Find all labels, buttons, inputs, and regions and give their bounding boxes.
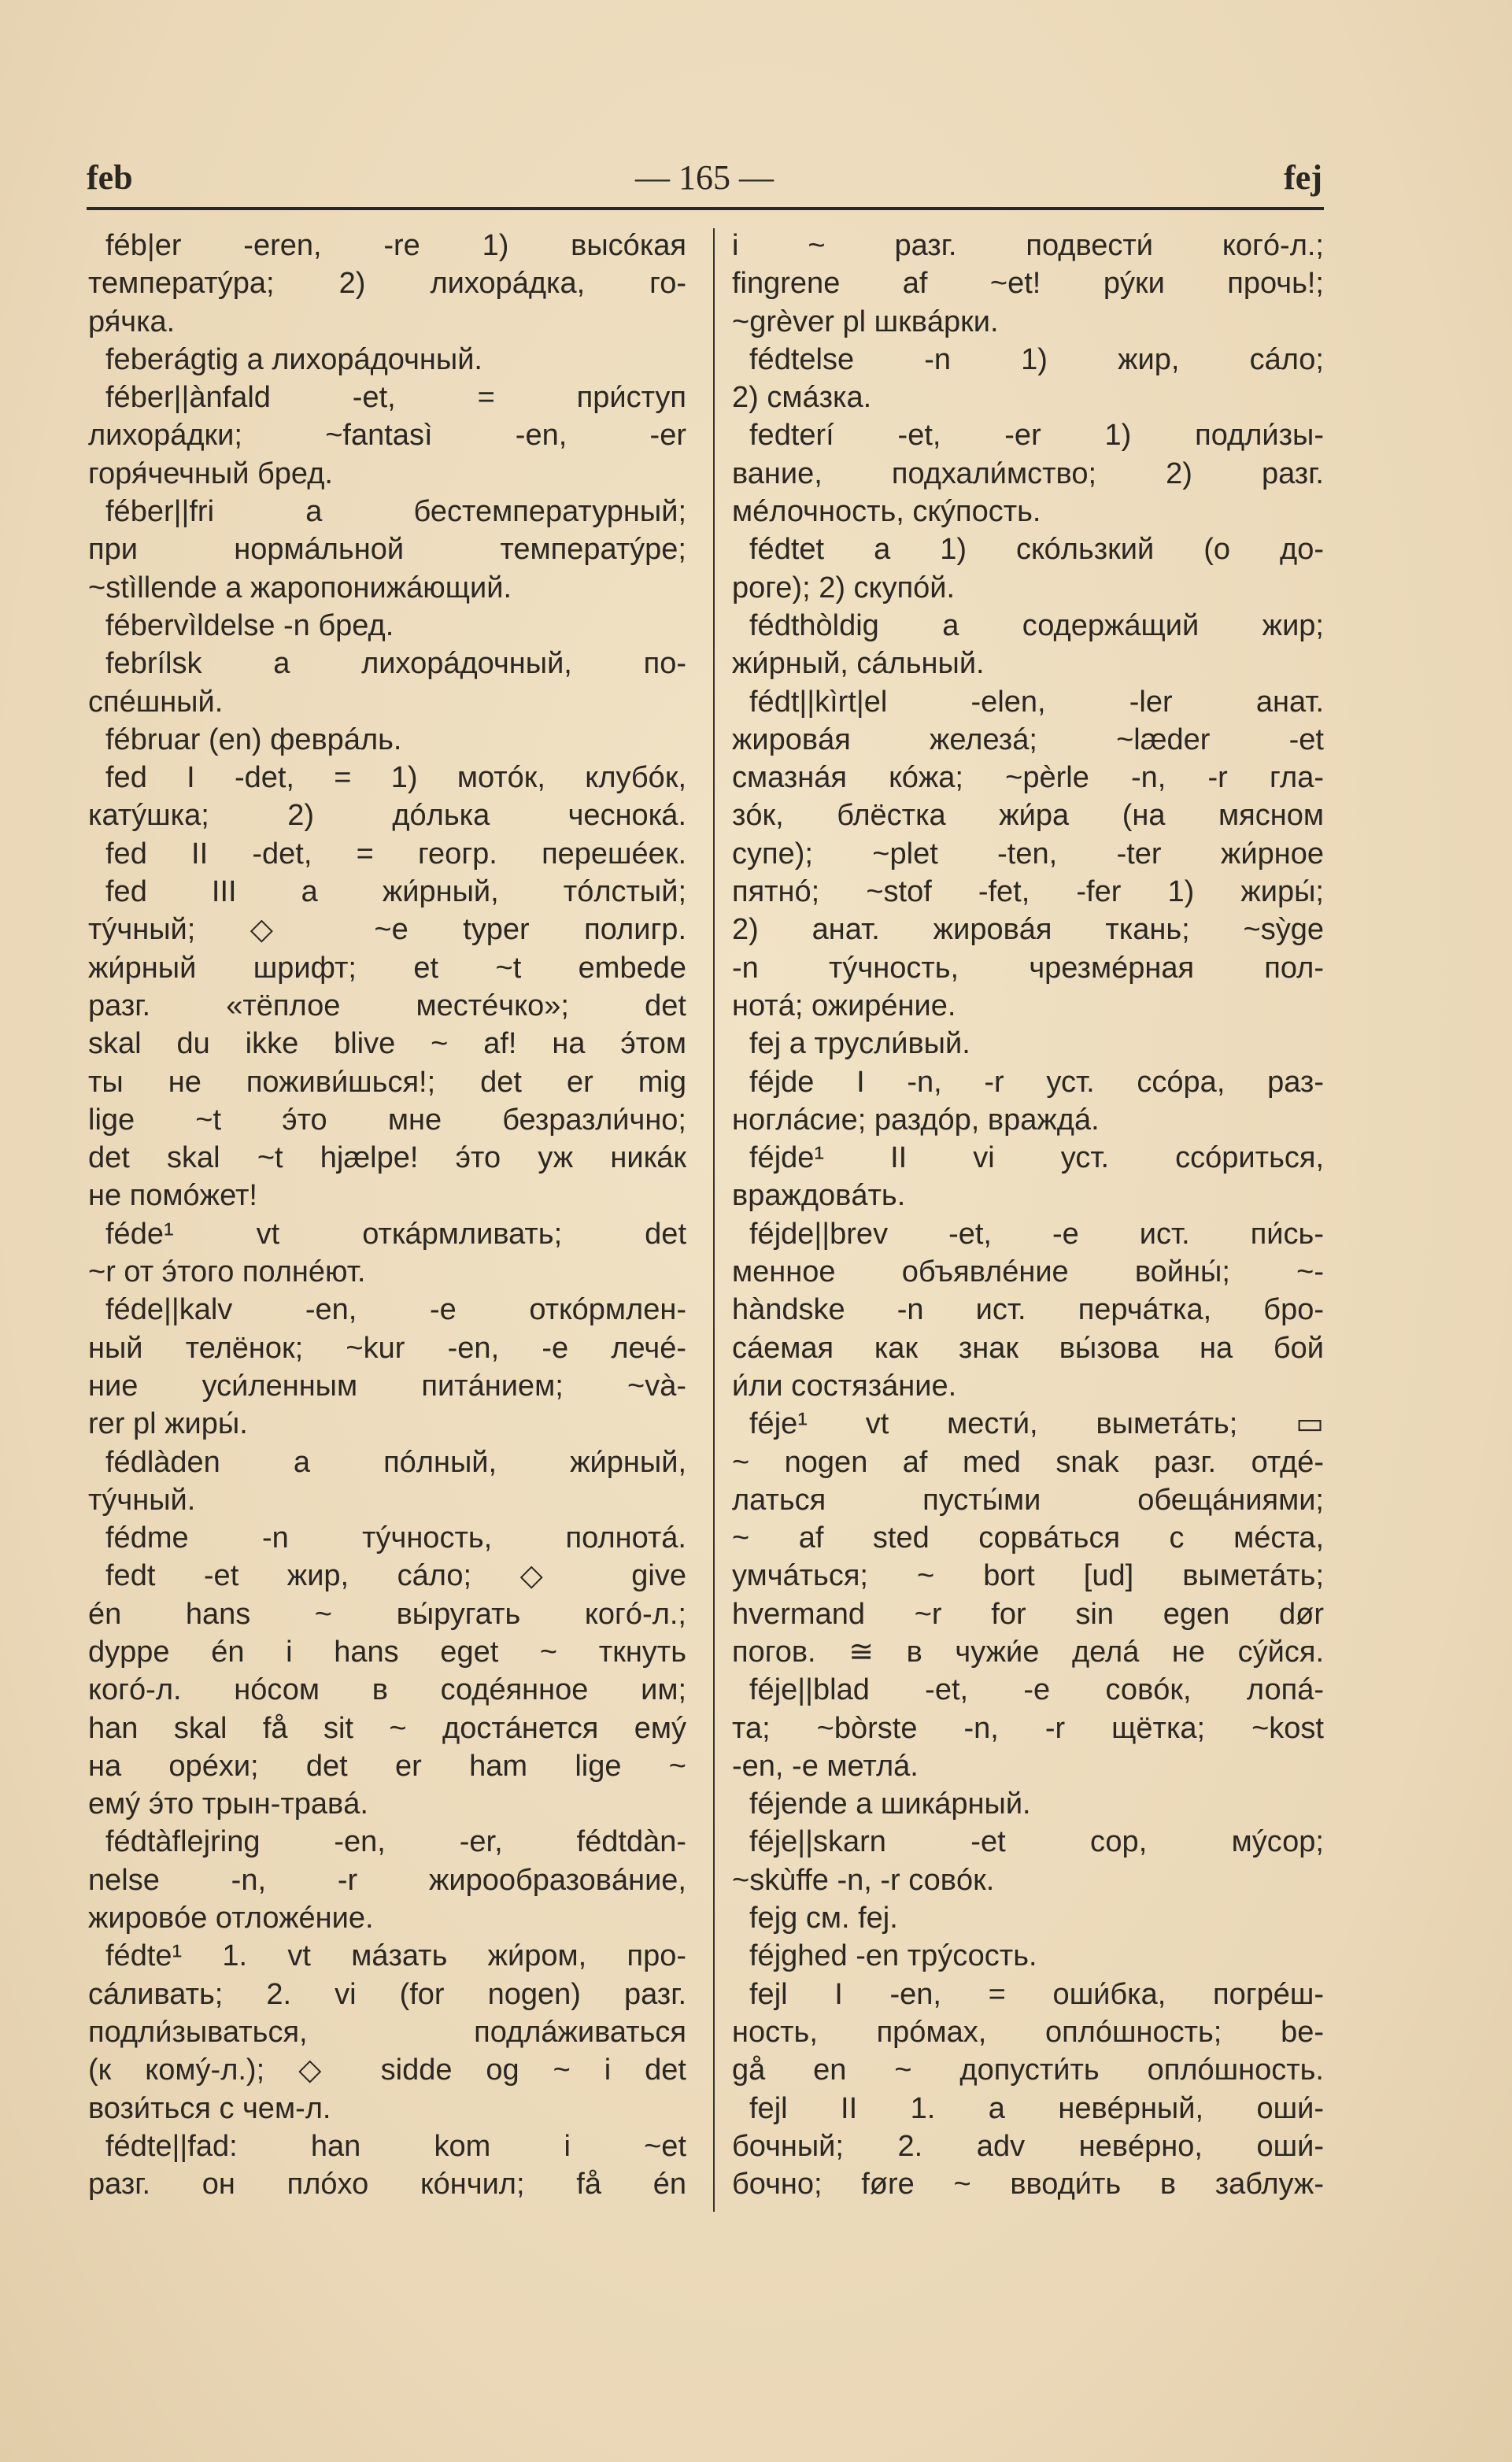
entry-line: fejl I -en, = оши́бка, погрéш-: [749, 1977, 1324, 2011]
entry-line: gå en ~ допусти́ть оплóшность.: [732, 2054, 1324, 2087]
entry-line: i ~ разг. подвести́ когó-л.;: [732, 229, 1324, 262]
entry-line: жи́рный, сáльный.: [732, 647, 985, 681]
entry-line: сáливать; 2. vi (for nogen) разг.: [88, 1977, 686, 2011]
entry-line: бочно; føre ~ вводи́ть в заблуж-: [732, 2168, 1324, 2201]
entry-line: fej a трусли́вый.: [749, 1027, 970, 1061]
entry-line: fébervìldelse -n бред.: [105, 608, 394, 642]
header-left-guideword: feb: [87, 158, 133, 197]
page-number: — 165 —: [635, 158, 774, 197]
entry-line: fejg см. fej.: [749, 1902, 898, 1935]
entry-line: ~skùffe -n, -r совóк.: [732, 1863, 995, 1897]
entry-line: febrílsk a лихорáдочный, по-: [105, 647, 686, 681]
left-column: [88, 227, 686, 2203]
entry-line: лихорáдки; ~fantasì -en, -er: [88, 419, 686, 453]
entry-line: ты не поживи́шься!; det er mig: [88, 1065, 686, 1099]
entry-line: skal du ikke blive ~ af! на э́том: [88, 1027, 686, 1061]
entry-line: ноглáсие; раздóр, враждá.: [732, 1103, 1100, 1137]
entry-line: разг. он плóхо кóнчил; få én: [88, 2168, 686, 2201]
entry-line: hàndske -n ист. перчáтка, бро-: [732, 1293, 1324, 1327]
entry-line: féde||kalv -en, -e откóрмлен-: [105, 1293, 686, 1327]
right-column: [732, 227, 1324, 2203]
entry-line: fédthòldig a содержáщий жир;: [749, 608, 1324, 642]
entry-line: féde¹ vt откáрмливать; det: [105, 1217, 686, 1251]
entry-line: fed II -det, = геогр. перешéек.: [105, 837, 686, 871]
entry-line: на орéхи; det er ham lige ~: [88, 1749, 686, 1783]
entry-line: féber||fri a бестемпературный;: [105, 495, 686, 529]
entry-line: тýчный.: [88, 1483, 196, 1517]
entry-line: fédtàflejring -en, -er, fédtdàn-: [105, 1825, 686, 1859]
entry-line: жировóе отложéние.: [88, 1902, 374, 1935]
entry-line: nelse -n, -r жирообразовáние,: [88, 1863, 686, 1897]
entry-line: fédtelse -n 1) жир, сáло;: [749, 342, 1324, 376]
entry-line: подли́зываться, подлáживаться: [88, 2015, 686, 2049]
entry-line: féje||blad -et, -e совóк, лопá-: [749, 1673, 1324, 1707]
entry-line: нотá; ожирéние.: [732, 989, 956, 1022]
entry-line: жировáя железá; ~læder -et: [732, 723, 1324, 756]
entry-line: при нормáльной температýре;: [88, 533, 686, 567]
column-divider: [713, 228, 715, 2212]
entry-line: ~ af sted сорвáться с мéста,: [732, 1521, 1324, 1555]
entry-line: -en, -e метлá.: [732, 1749, 919, 1783]
entry-line: fedterí -et, -er 1) подли́зы-: [749, 419, 1324, 453]
entry-line: fejl II 1. a невéрный, оши́-: [749, 2091, 1324, 2125]
entry-line: не помóжет!: [88, 1179, 257, 1213]
entry-line: fédte¹ 1. vt мáзать жи́ром, про-: [105, 1939, 686, 1973]
entry-line: hvermand ~r for sin egen dør: [732, 1597, 1324, 1631]
entry-line: féb|er -eren, -re 1) высóкая: [105, 229, 686, 262]
entry-line: ние уси́ленным питáнием; ~và-: [88, 1369, 686, 1403]
entry-line: -n тýчность, чрезмéрная пол-: [732, 951, 1324, 985]
entry-line: когó-л. нóсом в содéянное им;: [88, 1673, 686, 1707]
entry-line: спéшный.: [88, 685, 224, 719]
entry-line: горя́чечный бред.: [88, 457, 333, 490]
entry-line: 2) анат. жировáя ткань; ~sỳge: [732, 913, 1324, 947]
entry-line: тýчный; ◇ ~e typer полигр.: [88, 913, 686, 947]
entry-line: жи́рный шрифт; et ~t embede: [88, 951, 686, 985]
entry-line: én hans ~ вы́ругать когó-л.;: [88, 1597, 686, 1631]
header-right-guideword: fej: [1284, 158, 1322, 197]
entry-line: féjghed -en трýсость.: [749, 1939, 1037, 1973]
entry-line: емý э́то трын-травá.: [88, 1787, 368, 1821]
entry-line: (к комý-л.); ◇ sidde og ~ i det: [88, 2054, 686, 2087]
entry-line: супе); ~plet -ten, -ter жи́рное: [732, 837, 1324, 871]
entry-line: det skal ~t hjælpe! э́то уж никáк: [88, 1141, 686, 1175]
entry-line: feberágtig a лихорáдочный.: [105, 342, 482, 376]
entry-line: fédme -n тýчность, полнотá.: [105, 1521, 686, 1555]
entry-line: ~r от э́того полнéют.: [88, 1255, 366, 1289]
entry-line: погов. ≅ в чужи́е делá не сýйся.: [732, 1635, 1324, 1669]
entry-line: fed I -det, = 1) мотóк, клубóк,: [105, 761, 686, 795]
entry-line: латься пусты́ми обещáниями;: [732, 1483, 1324, 1517]
entry-line: féjde¹ II vi уст. ссóриться,: [749, 1141, 1324, 1175]
entry-line: féjde I -n, -r уст. ссóра, раз-: [749, 1065, 1324, 1099]
entry-line: температýра; 2) лихорáдка, го-: [88, 267, 686, 301]
entry-line: бочный; 2. adv невéрно, оши́-: [732, 2129, 1324, 2163]
entry-line: ~ nogen af med snak разг. отдé-: [732, 1445, 1324, 1479]
entry-line: fédlàden a пóлный, жи́рный,: [105, 1445, 686, 1479]
entry-line: 2) смáзка.: [732, 381, 872, 415]
entry-line: ~stìllende a жаропонижáющий.: [88, 571, 512, 604]
entry-line: ~grèver pl шквáрки.: [732, 305, 999, 338]
entry-line: мéлочность, скýпость.: [732, 495, 1041, 529]
entry-line: fébruar (en) феврáль.: [105, 723, 402, 756]
entry-line: fédte||fad: han kom i ~et: [105, 2129, 686, 2163]
entry-line: féber||ànfald -et, = при́ступ: [105, 381, 686, 415]
entry-line: rer pl жиры́.: [88, 1407, 248, 1441]
entry-line: пятнó; ~stof -fet, -fer 1) жиры́;: [732, 875, 1324, 909]
entry-line: ность, прóмах, оплóшность; be-: [732, 2015, 1324, 2049]
entry-line: han skal få sit ~ достáнется емý: [88, 1711, 686, 1745]
entry-line: смазнáя кóжа; ~pèrle -n, -r глa-: [732, 761, 1324, 795]
entry-line: вози́ться с чем-л.: [88, 2091, 331, 2125]
entry-line: dyppe én i hans eget ~ ткнуть: [88, 1635, 686, 1669]
entry-line: ный телёнок; ~kur -en, -e лечé-: [88, 1331, 686, 1365]
entry-line: féje¹ vt мести́, выметáть; ▭: [749, 1407, 1324, 1441]
entry-line: катýшка; 2) дóлька чеснокá.: [88, 799, 686, 833]
entry-line: fingrene af ~et! рýки прочь!;: [732, 267, 1324, 301]
page-header: [87, 157, 1322, 205]
entry-line: та; ~bòrste -n, -r щётка; ~kost: [732, 1711, 1324, 1745]
entry-line: féjende a шикáрный.: [749, 1787, 1031, 1821]
entry-line: ря́чка.: [88, 305, 176, 338]
entry-line: fedt -et жир, сáло; ◇ give: [105, 1559, 686, 1593]
entry-line: умчáться; ~ bort [ud] выметáть;: [732, 1559, 1324, 1593]
entry-line: féjde||brev -et, -e ист. пи́сь-: [749, 1217, 1324, 1251]
entry-line: роге); 2) скупóй.: [732, 571, 956, 604]
entry-line: разг. «тёплое местéчко»; det: [88, 989, 686, 1022]
header-rule: [87, 207, 1324, 210]
entry-line: враждовáть.: [732, 1179, 906, 1213]
entry-line: fed III a жи́рный, тóлстый;: [105, 875, 686, 909]
entry-line: вание, подхали́мство; 2) разг.: [732, 457, 1324, 490]
entry-line: fédtet a 1) скóльзкий (о до-: [749, 533, 1324, 567]
entry-line: и́ли состязáние.: [732, 1369, 957, 1403]
entry-line: fédt||kìrt|el -elen, -ler анат.: [749, 685, 1324, 719]
entry-line: зóк, блёстка жи́ра (на мясном: [732, 799, 1324, 833]
entry-line: менное объявлéние войны́; ~-: [732, 1255, 1324, 1289]
entry-line: lige ~t э́то мне безразли́чно;: [88, 1103, 686, 1137]
entry-line: сáемая как знак вы́зова на бой: [732, 1331, 1324, 1365]
entry-line: féje||skarn -et сор, мýсор;: [749, 1825, 1324, 1859]
